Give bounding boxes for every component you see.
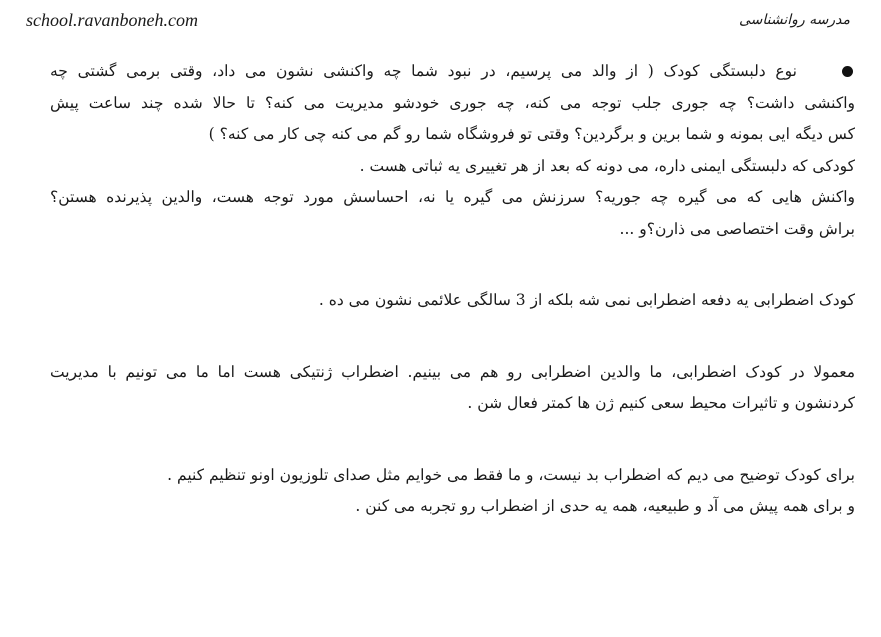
bullet-icon	[842, 66, 853, 77]
site-url: school.ravanboneh.com	[26, 10, 198, 30]
paragraph-line: واکنش هایی که می گیره چه جوریه؟ سرزنش می گیره یا نه، احساسش مورد توجه هست، والدین پذیرنده هستن؟	[50, 188, 855, 206]
paragraph-line: براش وقت اختصاصی می ذارن؟و ...	[619, 219, 855, 238]
paragraph-line: کردنشون و تاثیرات محیط سعی کنیم ژن ها کمتر فعال شن .	[467, 394, 855, 412]
paragraph-line: معمولا در کودک اضطرابی، ما والدین اضطرابی رو هم می بینیم. اضطراب ژنتیکی هست اما ما می تونیم با مدیریت	[50, 362, 855, 381]
paragraph-line: کودک اضطرابی یه دفعه اضطرابی نمی شه بلکه از 3 سالگی علائمی نشون می ده .	[318, 291, 855, 309]
paragraph-line: واکنشی داشت؟ چه جوری جلب توجه می کنه، چه جوری خودشو مدیریت می کنه؟ تا حالا شده چند ساعت پیش	[50, 93, 855, 112]
document-body	[50, 56, 855, 523]
paragraph-line: کس دیگه ایی بمونه و شما برین و برگردین؟ وقتی تو فروشگاه شما رو گم می کنه چی کار می کنه؟ )	[208, 125, 855, 143]
paragraph-line: برای کودک توضیح می دیم که اضطراب بد نیست، و ما فقط می خوایم مثل صدای تلوزیون اونو تنظیم کنیم .	[167, 465, 855, 484]
bullet-item	[50, 56, 855, 88]
paragraph-line: و برای همه پیش می آد و طبیعیه، همه یه حدی از اضطراب رو تجربه می کنن .	[355, 497, 855, 515]
paragraph-line: کودکی که دلبستگی ایمنی داره، می دونه که بعد از هر تغییری یه ثباتی هست .	[359, 156, 855, 175]
paragraph-line: نوع دلبستگی کودک ( از والد می پرسیم، در نبود شما چه واکنشی نشون می داد، وقتی برمی گشتی چه	[50, 62, 797, 80]
page-header-title: مدرسه روانشناسی	[739, 12, 850, 28]
